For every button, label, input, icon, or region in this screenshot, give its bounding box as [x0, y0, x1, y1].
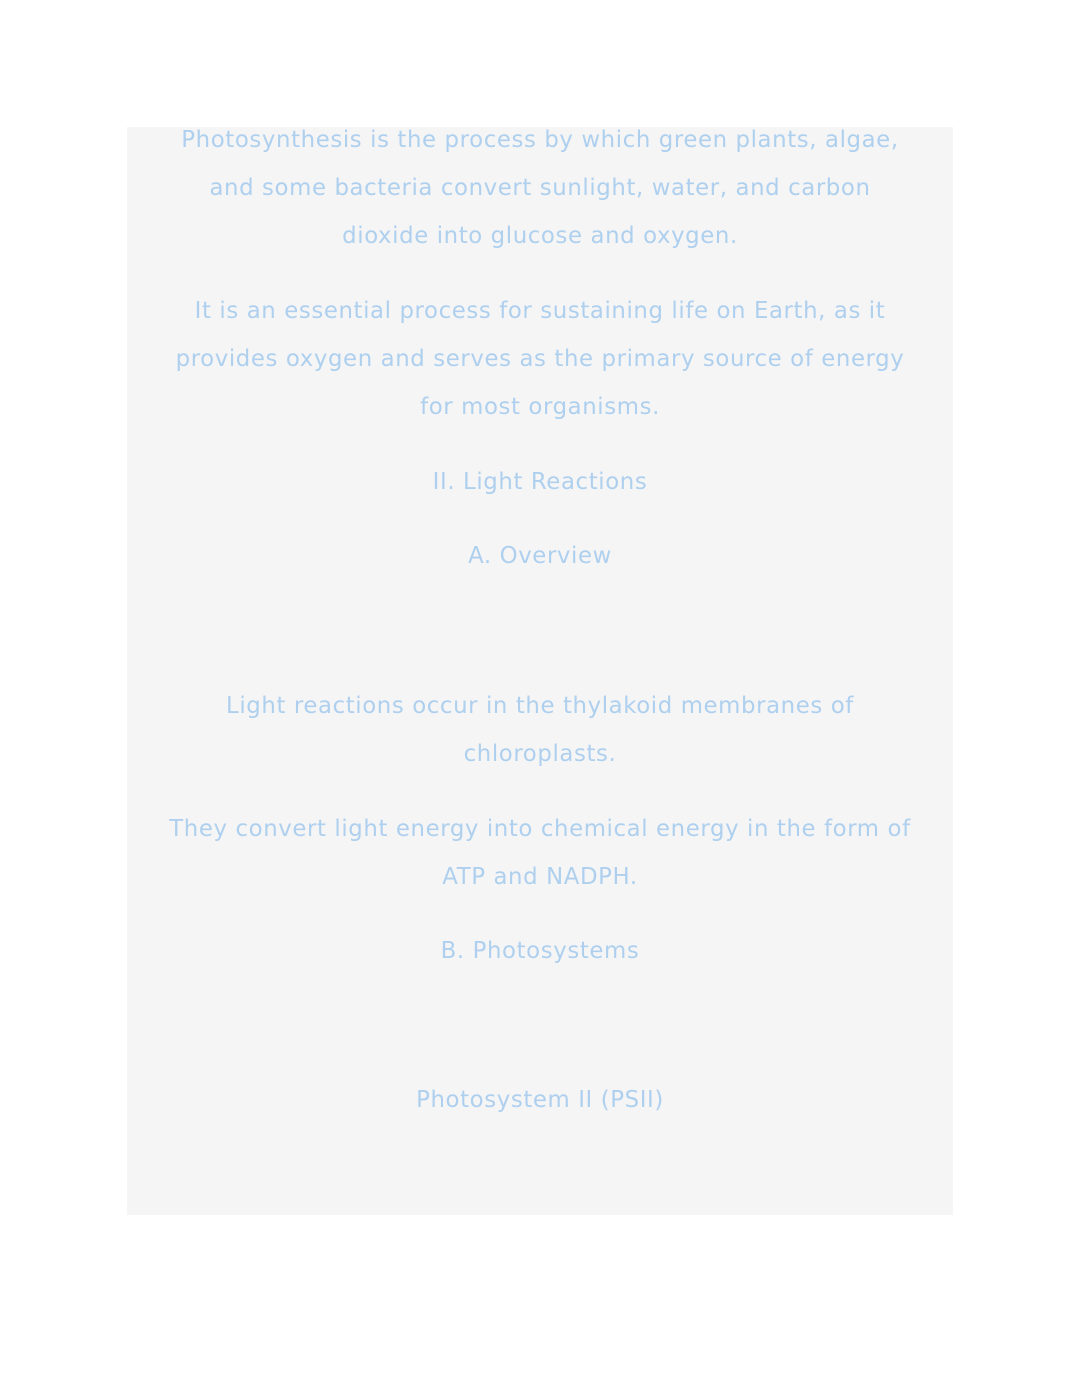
importance-paragraph-line-1: It is an essential process for sustaining life on Earth, as it: [194, 298, 886, 324]
location-paragraph-line-1: Light reactions occur in the thylakoid membranes of: [226, 693, 854, 719]
subsection-heading-photosystems: B. Photosystems: [440, 938, 640, 964]
conversion-paragraph-line-2: ATP and NADPH.: [442, 864, 638, 890]
intro-paragraph-line-2: and some bacteria convert sunlight, water, and carbon: [209, 175, 871, 201]
subsection-heading-overview: A. Overview: [468, 543, 612, 569]
section-heading-light-reactions: II. Light Reactions: [432, 469, 648, 495]
conversion-paragraph-line-1: They convert light energy into chemical energy in the form of: [169, 816, 911, 842]
importance-paragraph-line-3: for most organisms.: [420, 394, 660, 420]
document-card: [127, 127, 953, 1215]
intro-paragraph-line-3: dioxide into glucose and oxygen.: [342, 223, 738, 249]
intro-paragraph-line-1: Photosynthesis is the process by which green plants, algae,: [181, 127, 899, 153]
photosystem-ii-heading: Photosystem II (PSII): [416, 1087, 664, 1113]
location-paragraph-line-2: chloroplasts.: [463, 741, 617, 767]
importance-paragraph-line-2: provides oxygen and serves as the primary source of energy: [175, 346, 905, 372]
